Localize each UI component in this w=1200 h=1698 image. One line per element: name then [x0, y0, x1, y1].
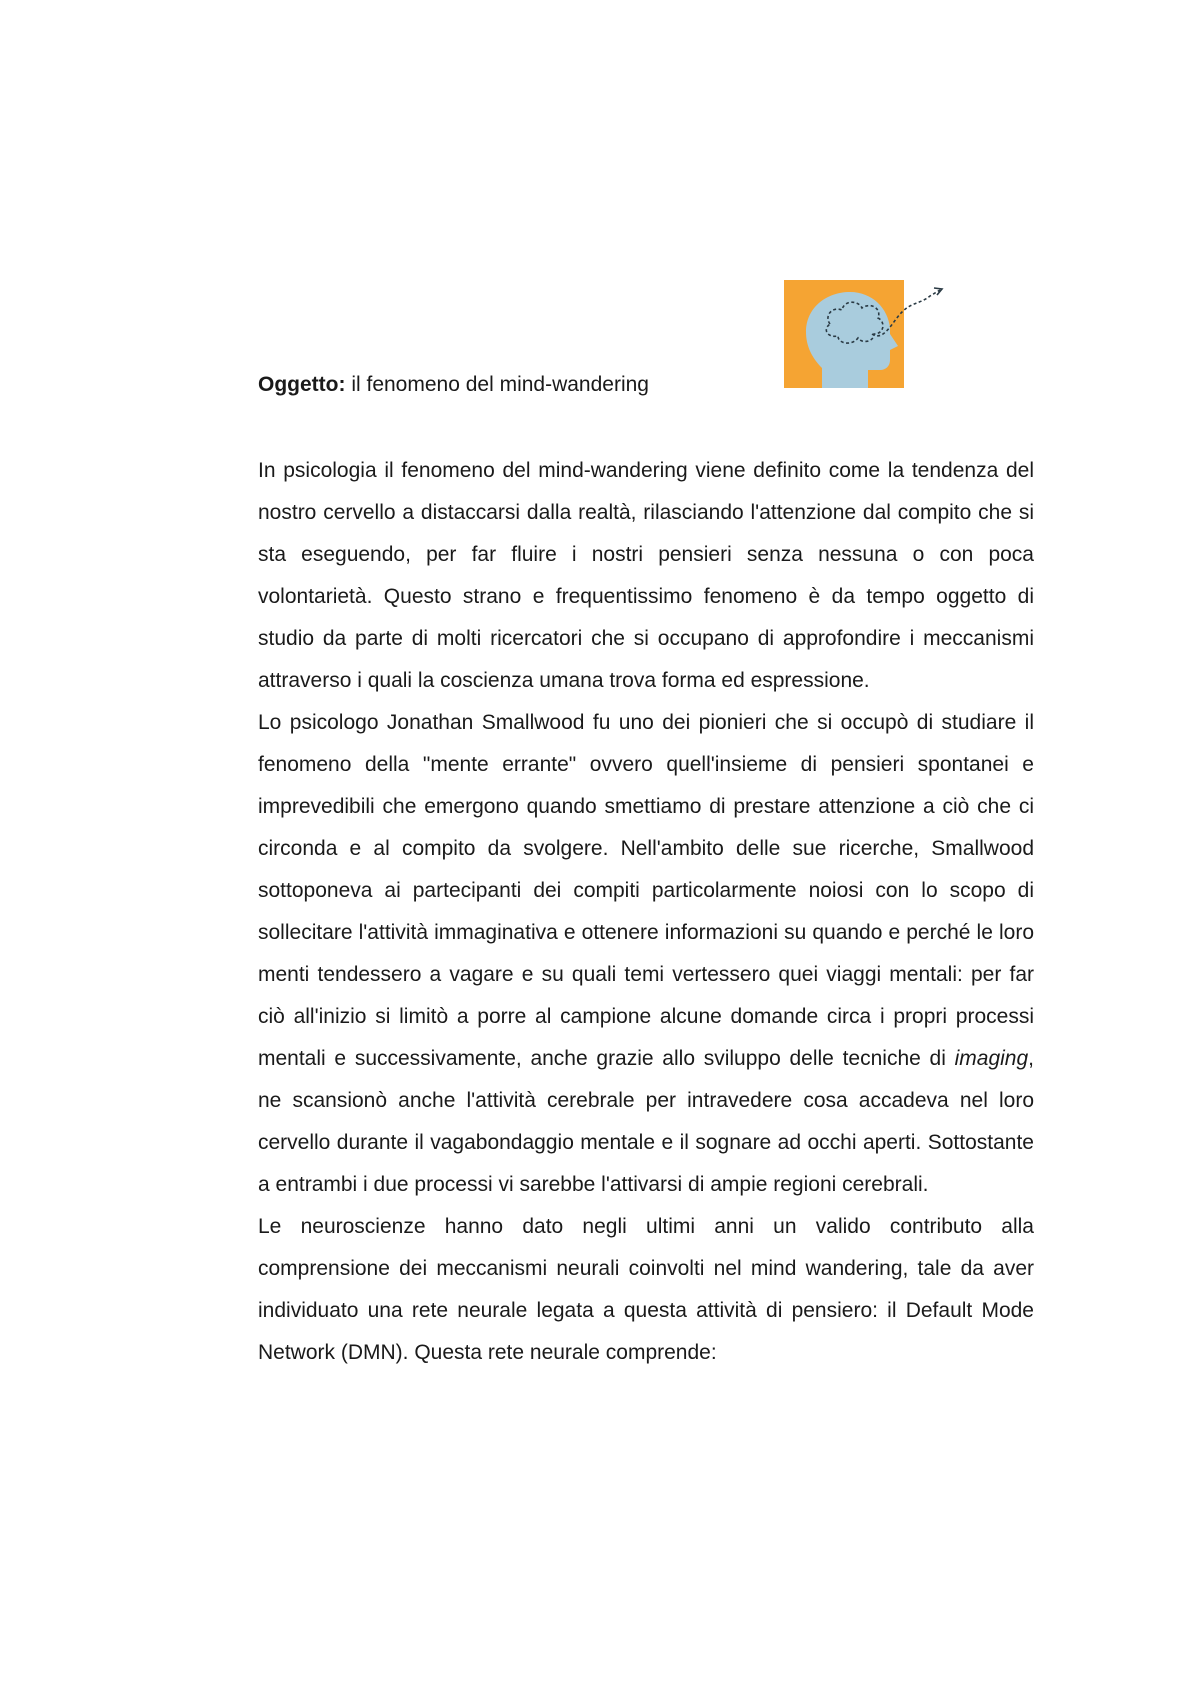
paragraph-1: In psicologia il fenomeno del mind-wandering viene definito come la tendenza del nostro cervello a distaccarsi dalla realtà, rilasciando l'attenzione dal compito che si sta eseguendo, per far fluire i nostri pensieri senza nessuna o con poca volontarietà. Questo strano e frequentissimo fenomeno è da tempo oggetto di studio da parte di molti ricercatori che si occupano di approfondire i meccanismi attraverso i quali la coscienza umana trova forma ed espressione.	[258, 459, 1034, 692]
head-with-wandering-thoughts-icon	[784, 272, 946, 390]
paragraph-2-italic: imaging	[954, 1047, 1029, 1070]
subject-text: il fenomeno del mind-wandering	[345, 373, 649, 396]
paragraph-2-before: Lo psicologo Jonathan Smallwood fu uno dei pionieri che si occupò di studiare il fenomeno della "mente errante" ovvero quell'insieme di pensieri spontanei e imprevedibili che emergono quando smettiamo di prestare attenzione a ciò che ci circonda e al compito da svolgere. Nell'ambito delle sue ricerche, Smallwood sottoponeva ai partecipanti dei compiti particolarmente noiosi con lo scopo di sollecitare l'attività immaginativa e ottenere informazioni su quando e perché le loro menti tendessero a vagare e su quali temi vertessero quei viaggi mentali: per far ciò all'inizio si limitò a porre al campione alcune domande circa i propri processi mentali e successivamente, anche grazie allo sviluppo delle tecniche di	[258, 711, 1034, 1070]
body-text	[258, 450, 1034, 1374]
paragraph-2-after: , ne scansionò anche l'attività cerebrale per intravedere cosa accadeva nel loro cervello durante il vagabondaggio mentale e il sognare ad occhi aperti. Sottostante a entrambi i due processi vi sarebbe l'attivarsi di ampie regioni cerebrali.	[258, 1047, 1034, 1196]
paragraph-3: Le neuroscienze hanno dato negli ultimi anni un valido contributo alla comprensione dei meccanismi neurali coinvolti nel mind wandering, tale da aver individuato una rete neurale legata a questa attività di pensiero: il Default Mode Network (DMN). Questa rete neurale comprende:	[258, 1215, 1034, 1364]
arrow-head-icon	[934, 288, 942, 295]
paragraph-2	[258, 702, 1034, 1206]
subject-line	[258, 370, 649, 400]
subject-label: Oggetto:	[258, 373, 346, 396]
